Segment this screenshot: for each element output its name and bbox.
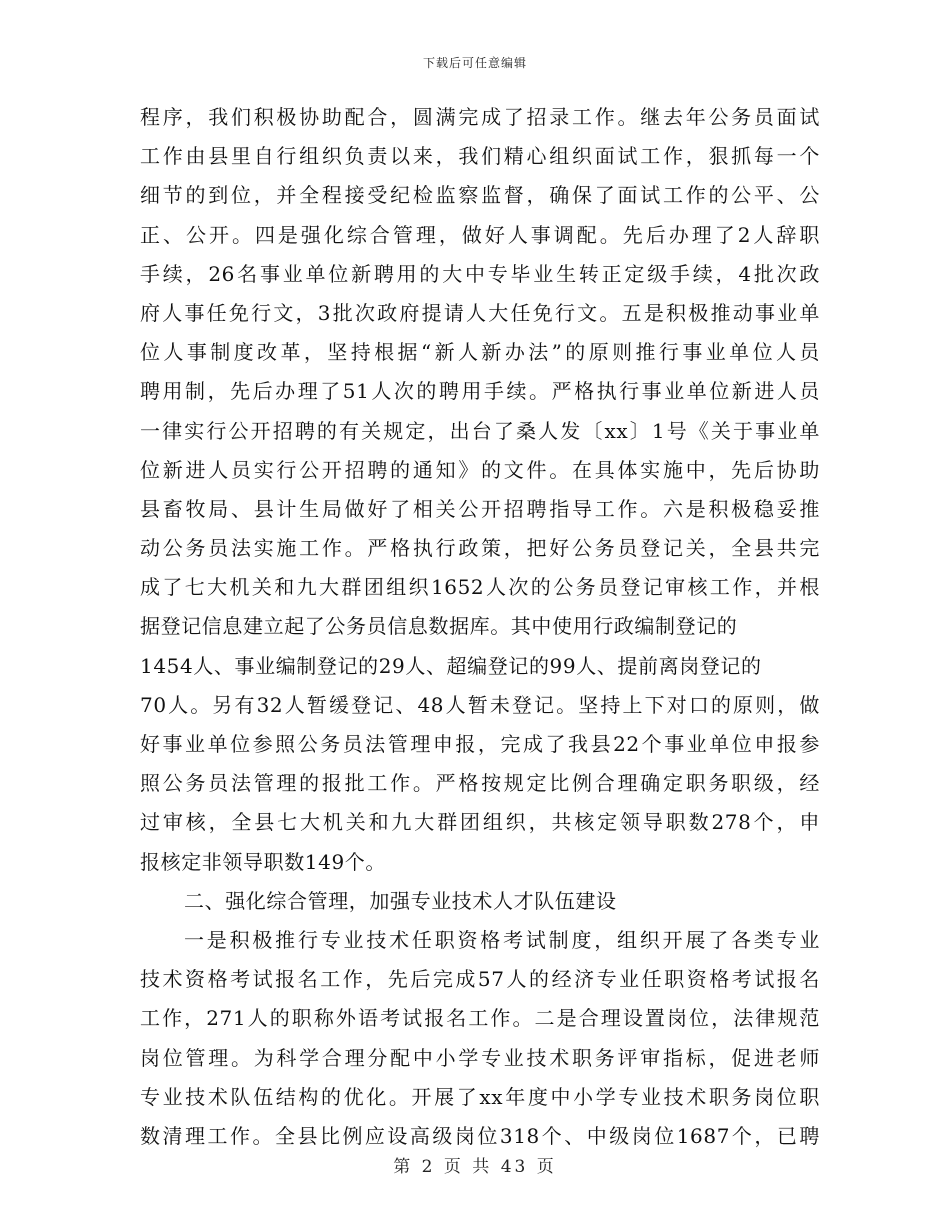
- text-line: 工作由县里自行组织负责以来，我们精心组织面试工作，狠抓每一个: [140, 144, 820, 169]
- text-line: 位新进人员实行公开招聘的通知》的文件。在具体实施中，先后协助: [140, 457, 820, 482]
- text-line: 聘用制，先后办理了51人次的聘用手续。严格执行事业单位新进人员: [140, 379, 820, 404]
- text-line: 正、公开。四是强化综合管理，做好人事调配。先后办理了2人辞职: [140, 222, 820, 247]
- text-line: 照公务员法管理的报批工作。严格按规定比例合理确定职务职级，经: [140, 771, 820, 796]
- text-line: 过审核，全县七大机关和九大群团组织，共核定领导职数278个，申: [140, 810, 820, 835]
- text-line: 位人事制度改革，坚持根据“新人新办法”的原则推行事业单位人员: [140, 340, 820, 365]
- text-line: 一律实行公开招聘的有关规定，出台了桑人发〔xx〕1号《关于事业单: [140, 418, 820, 443]
- document-body: [140, 98, 820, 1156]
- text-line: 细节的到位，并全程接受纪检监察监督，确保了面试工作的公平、公: [140, 183, 820, 208]
- text-line: 1454人、事业编制登记的29人、超编登记的99人、提前离岗登记的: [140, 653, 762, 678]
- text-line: 程序，我们积极协助配合，圆满完成了招录工作。继去年公务员面试: [140, 105, 820, 129]
- page-number-footer: 第 2 页 共 43 页: [393, 1157, 557, 1177]
- text-line: 成了七大机关和九大群团组织1652人次的公务员登记审核工作，并根: [140, 575, 820, 600]
- text-line: 县畜牧局、县计生局做好了相关公开招聘指导工作。六是积极稳妥推: [140, 496, 820, 521]
- text-line: 府人事任免行文，3批次政府提请人大任免行文。五是积极推动事业单: [140, 300, 820, 325]
- text-line: 专业技术队伍结构的优化。开展了xx年度中小学专业技术职务岗位职: [140, 1084, 820, 1109]
- text-line: 工作，271人的职称外语考试报名工作。二是合理设置岗位，法律规范: [140, 1006, 820, 1031]
- text-line: 据登记信息建立起了公务员信息数据库。其中使用行政编制登记的: [140, 614, 738, 639]
- page-header: 下载后可任意编辑: [422, 56, 527, 70]
- text-line: 一是积极推行专业技术任职资格考试制度，组织开展了各类专业: [184, 927, 820, 952]
- text-line: 好事业单位参照公务员法管理申报，完成了我县22个事业单位申报参: [140, 732, 820, 756]
- text-line: 技术资格考试报名工作，先后完成57人的经济专业任职资格考试报名: [140, 967, 820, 992]
- text-line: 手续，26名事业单位新聘用的大中专毕业生转正定级手续，4批次政: [140, 261, 820, 286]
- text-line: 岗位管理。为科学合理分配中小学专业技术职务评审指标，促进老师: [140, 1045, 820, 1070]
- section-heading: 二、强化综合管理，加强专业技术人才队伍建设: [184, 888, 617, 913]
- text-line: 70人。另有32人暂缓登记、48人暂未登记。坚持上下对口的原则，做: [140, 692, 820, 717]
- text-line: 报核定非领导职数149个。: [140, 849, 386, 874]
- text-line: 动公务员法实施工作。严格执行政策，把好公务员登记关，全县共完: [140, 536, 820, 561]
- text-line: 数清理工作。全县比例应设高级岗位318个、中级岗位1687个，已聘: [140, 1123, 820, 1148]
